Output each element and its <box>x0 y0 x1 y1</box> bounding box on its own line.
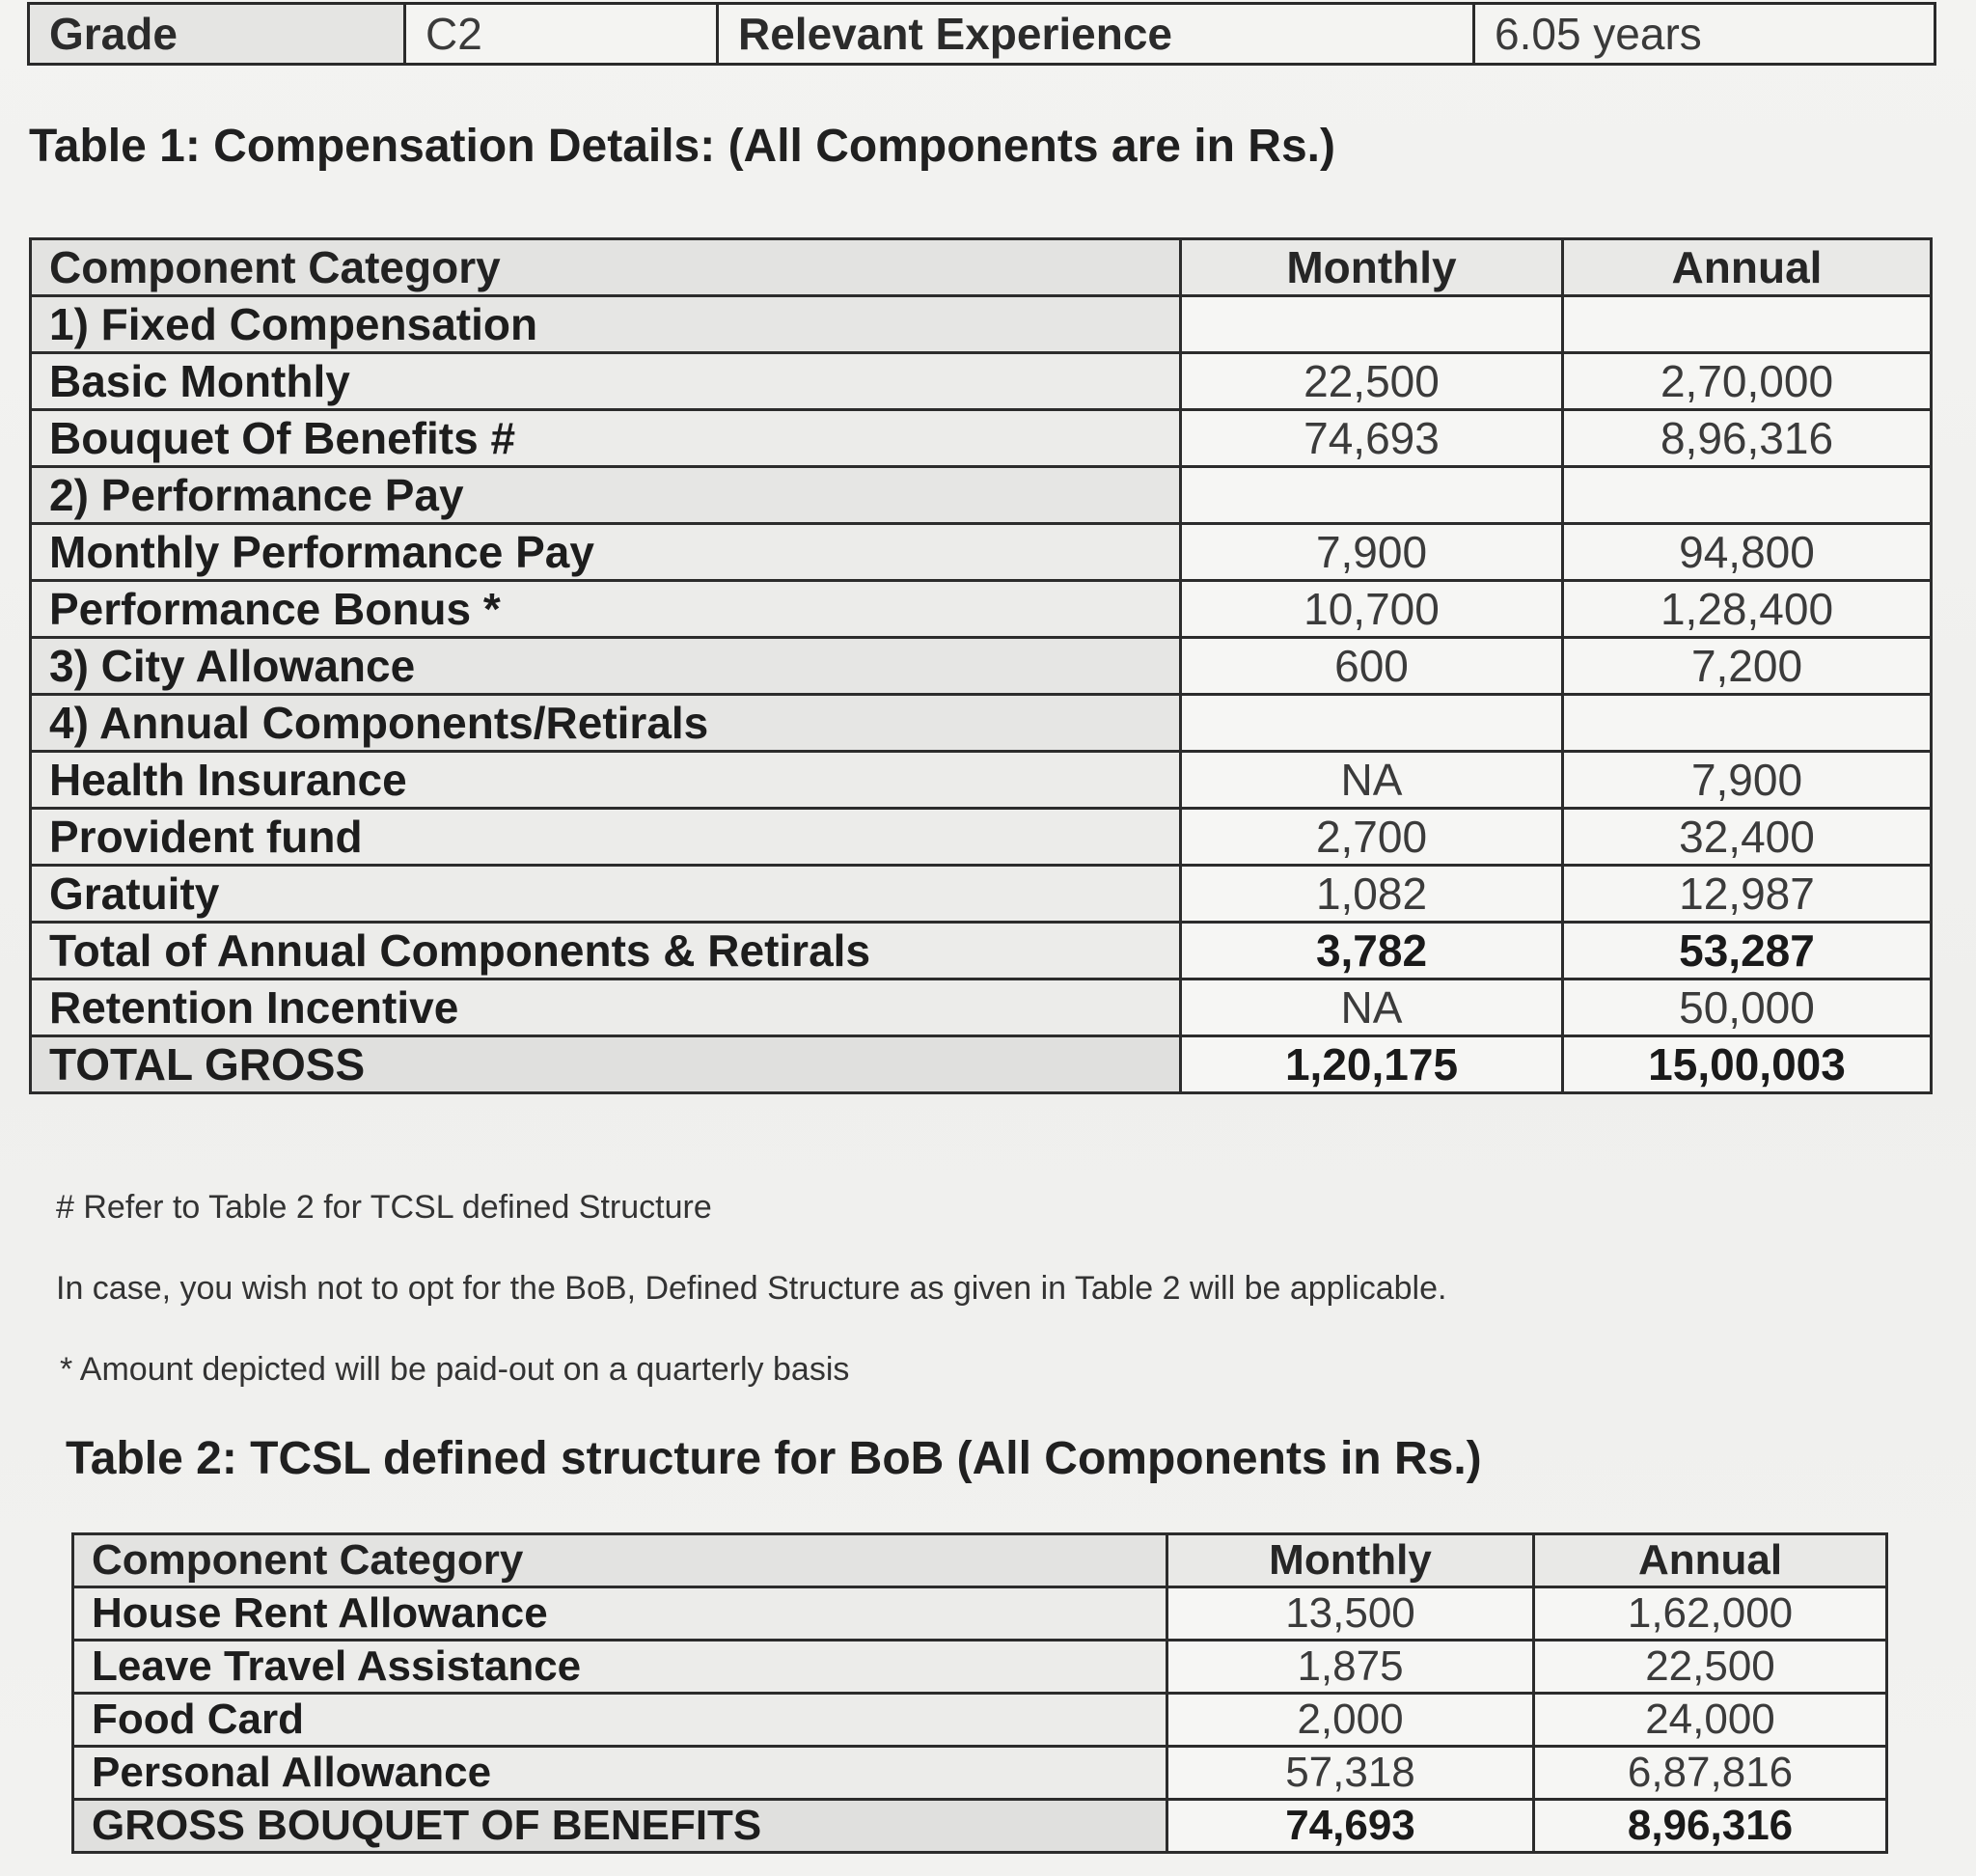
row-monthly: 57,318 <box>1167 1747 1534 1800</box>
row-category: 3) City Allowance <box>31 638 1181 695</box>
row-monthly: 2,000 <box>1167 1694 1534 1747</box>
table-row <box>31 410 1932 467</box>
table-row <box>73 1587 1887 1641</box>
row-category: Gratuity <box>31 866 1181 923</box>
row-category: 2) Performance Pay <box>31 467 1181 524</box>
table-row <box>31 353 1932 410</box>
row-category: TOTAL GROSS <box>31 1036 1181 1093</box>
row-monthly: NA <box>1181 752 1563 809</box>
row-annual: 22,500 <box>1534 1641 1887 1694</box>
row-category: Provident fund <box>31 809 1181 866</box>
row-monthly: 13,500 <box>1167 1587 1534 1641</box>
header-monthly: Monthly <box>1167 1534 1534 1587</box>
row-annual: 8,96,316 <box>1534 1800 1887 1853</box>
grade-label: Grade <box>29 4 405 65</box>
row-annual <box>1563 695 1932 752</box>
footnote-bob-opt-out: In case, you wish not to opt for the BoB, Defined Structure as given in Table 2 will be applicable. <box>56 1270 1447 1307</box>
table-row <box>31 695 1932 752</box>
table-row <box>73 1694 1887 1747</box>
footnote-quarterly-payout: * Amount depicted will be paid-out on a quarterly basis <box>60 1351 850 1388</box>
table-row <box>31 979 1932 1036</box>
row-category: GROSS BOUQUET OF BENEFITS <box>73 1800 1167 1853</box>
row-monthly: 74,693 <box>1167 1800 1534 1853</box>
row-annual: 15,00,003 <box>1563 1036 1932 1093</box>
table-row-total <box>73 1800 1887 1853</box>
row-monthly: 1,875 <box>1167 1641 1534 1694</box>
experience-value: 6.05 years <box>1474 4 1935 65</box>
row-category: Bouquet Of Benefits # <box>31 410 1181 467</box>
row-annual: 6,87,816 <box>1534 1747 1887 1800</box>
row-monthly <box>1181 467 1563 524</box>
row-monthly: 22,500 <box>1181 353 1563 410</box>
row-annual: 53,287 <box>1563 923 1932 979</box>
row-monthly <box>1181 695 1563 752</box>
row-annual: 94,800 <box>1563 524 1932 581</box>
employee-info-table <box>27 2 1936 66</box>
footnote-table2-reference: # Refer to Table 2 for TCSL defined Structure <box>56 1189 712 1226</box>
table-row <box>73 1641 1887 1694</box>
row-category: 1) Fixed Compensation <box>31 296 1181 353</box>
row-monthly: 74,693 <box>1181 410 1563 467</box>
row-annual: 8,96,316 <box>1563 410 1932 467</box>
table-header-row <box>73 1534 1887 1587</box>
table-row <box>31 752 1932 809</box>
row-category: House Rent Allowance <box>73 1587 1167 1641</box>
row-category: 4) Annual Components/Retirals <box>31 695 1181 752</box>
table1-caption: Table 1: Compensation Details: (All Components are in Rs.) <box>29 121 1335 172</box>
table-row <box>31 866 1932 923</box>
table-row <box>73 1747 1887 1800</box>
row-monthly <box>1181 296 1563 353</box>
experience-label: Relevant Experience <box>718 4 1474 65</box>
header-monthly: Monthly <box>1181 239 1563 296</box>
header-annual: Annual <box>1563 239 1932 296</box>
row-monthly: 3,782 <box>1181 923 1563 979</box>
row-annual <box>1563 467 1932 524</box>
row-monthly: NA <box>1181 979 1563 1036</box>
table-row <box>31 638 1932 695</box>
header-component-category: Component Category <box>73 1534 1167 1587</box>
row-category: Performance Bonus * <box>31 581 1181 638</box>
row-monthly: 2,700 <box>1181 809 1563 866</box>
row-category: Leave Travel Assistance <box>73 1641 1167 1694</box>
row-monthly: 1,20,175 <box>1181 1036 1563 1093</box>
row-annual <box>1563 296 1932 353</box>
row-category: Personal Allowance <box>73 1747 1167 1800</box>
row-category: Monthly Performance Pay <box>31 524 1181 581</box>
row-monthly: 600 <box>1181 638 1563 695</box>
row-category: Basic Monthly <box>31 353 1181 410</box>
row-annual: 1,62,000 <box>1534 1587 1887 1641</box>
row-monthly: 1,082 <box>1181 866 1563 923</box>
row-annual: 50,000 <box>1563 979 1932 1036</box>
header-component-category: Component Category <box>31 239 1181 296</box>
compensation-details-table <box>29 237 1933 1094</box>
table-header-row <box>31 239 1932 296</box>
table-row <box>31 467 1932 524</box>
table-row <box>31 296 1932 353</box>
row-category: Retention Incentive <box>31 979 1181 1036</box>
table-row <box>31 809 1932 866</box>
table-row <box>31 581 1932 638</box>
table-row-total <box>31 1036 1932 1093</box>
row-annual: 7,900 <box>1563 752 1932 809</box>
row-annual: 7,200 <box>1563 638 1932 695</box>
row-monthly: 10,700 <box>1181 581 1563 638</box>
bob-structure-table <box>71 1532 1888 1854</box>
row-annual: 1,28,400 <box>1563 581 1932 638</box>
row-category: Total of Annual Components & Retirals <box>31 923 1181 979</box>
employee-info-row <box>29 4 1935 65</box>
row-annual: 24,000 <box>1534 1694 1887 1747</box>
row-annual: 12,987 <box>1563 866 1932 923</box>
header-annual: Annual <box>1534 1534 1887 1587</box>
row-monthly: 7,900 <box>1181 524 1563 581</box>
row-category: Food Card <box>73 1694 1167 1747</box>
table-row <box>31 524 1932 581</box>
row-category: Health Insurance <box>31 752 1181 809</box>
table-row-subtotal <box>31 923 1932 979</box>
row-annual: 32,400 <box>1563 809 1932 866</box>
table2-caption: Table 2: TCSL defined structure for BoB (All Components in Rs.) <box>66 1433 1482 1484</box>
grade-value: C2 <box>405 4 718 65</box>
row-annual: 2,70,000 <box>1563 353 1932 410</box>
